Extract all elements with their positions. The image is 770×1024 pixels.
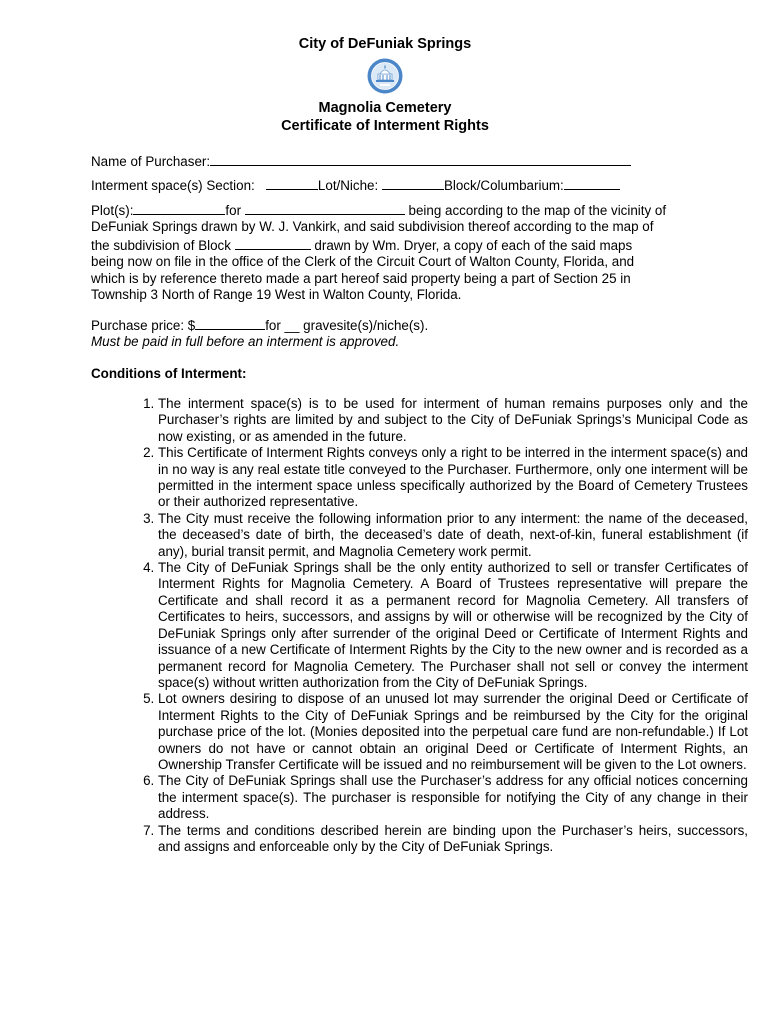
- plot-for-field[interactable]: [245, 201, 405, 215]
- plot-line-4: being now on file in the office of the Clerk of the Circuit Court of Walton County, Florida, and: [91, 254, 635, 270]
- condition-item: 1. The interment space(s) is to be used for interment of human remains purposes only and the Purchaser’s rights are limited by and subject to the City of DeFuniak Springs’s Municipal Code as now existing, or as amended in the future.: [158, 396, 748, 445]
- cemetery-title: Magnolia Cemetery: [318, 100, 452, 116]
- plot-paragraph: [91, 201, 681, 303]
- condition-item: 6. The City of DeFuniak Springs shall use the Purchaser’s address for any official notices concerning the interment space(s). The purchaser is responsible for notifying the City of any change in their address.: [158, 773, 748, 822]
- interment-space-row: [91, 176, 620, 194]
- section-label: Interment space(s) Section:: [91, 178, 255, 193]
- city-seal-icon: [367, 58, 403, 94]
- certificate-title: Certificate of Interment Rights: [281, 118, 489, 134]
- block-subdivision-field[interactable]: [235, 236, 311, 250]
- section-field[interactable]: [266, 176, 318, 190]
- condition-item: 2. This Certificate of Interment Rights conveys only a right to be interred in the interment space(s) and in no way is any real estate title conveyed to the Purchaser. Furthermore, only one interment will be permitted in the interment space unless specifically authorized by the Board of Cemetery Trustees or their authorized representative.: [158, 445, 748, 511]
- plot-field[interactable]: [133, 201, 225, 215]
- plot-text-1: being according to the map of the vicinity of: [408, 203, 667, 218]
- plot-for-label: for: [225, 203, 242, 218]
- condition-item: 7. The terms and conditions described herein are binding upon the Purchaser’s heirs, successors, and assigns and enforceable only by the City of DeFuniak Springs.: [158, 823, 748, 856]
- plot-text-3b: drawn by Wm. Dryer, a copy of each of the said maps: [314, 237, 633, 253]
- lot-field[interactable]: [382, 176, 444, 190]
- plot-line-3: [91, 236, 681, 254]
- purchaser-name-field[interactable]: [210, 152, 631, 166]
- cemetery-header: [0, 99, 770, 135]
- purchase-price-field[interactable]: [195, 316, 265, 330]
- plot-line-6: Township 3 North of Range 19 West in Walton County, Florida.: [91, 287, 462, 303]
- condition-item: 4. The City of DeFuniak Springs shall be the only entity authorized to sell or transfer Certificates of Interment Rights for Magnolia Cemetery. A Board of Trustees representative will prepare the Certificate and shall record it as a permanent record for Magnolia Cemetery. All transfers of Certificates to heirs, successors, and assigns by will or otherwise will be recognized by the City of DeFuniak Springs only after surrender of the original Deed or Certificate of Interment Rights and issuance of a new Certificate of Interment Rights by the City to the new owner and is recorded as a permanent record for Magnolia Cemetery. The Purchaser shall not sell or convey the interment space(s) without written authorization from the City of DeFuniak Springs.: [158, 560, 748, 691]
- conditions-list: [91, 396, 748, 855]
- purchase-price-label: Purchase price: $: [91, 318, 196, 333]
- condition-item: 5. Lot owners desiring to dispose of an unused lot may surrender the original Deed or Certificate of Interment Rights to the City of DeFuniak Springs and be reimbursed by the City for the original purchase price of the lot. (Monies deposited into the perpetual care fund are non-refundable.) If Lot owners do not have or cannot obtain an original Deed or Certificate of Interment Rights, an Ownership Transfer Certificate will be issued and no reimbursement will be given to the Lot owners.: [158, 691, 748, 773]
- lot-label: Lot/Niche:: [317, 178, 379, 193]
- block-label: Block/Columbarium:: [443, 178, 564, 193]
- payment-note: Must be paid in full before an interment is approved.: [91, 334, 400, 350]
- plot-line-5: which is by reference thereto made a part hereof said property being a part of Section 25 in: [91, 270, 631, 286]
- plot-line-2: DeFuniak Springs drawn by W. J. Vankirk, and said subdivision thereof according to the map of: [91, 219, 654, 235]
- purchase-price-row: [91, 316, 681, 334]
- gravesite-count-label: for __ gravesite(s)/niche(s).: [265, 318, 429, 333]
- plot-line-1: [91, 201, 681, 219]
- purchase-price-block: [91, 316, 681, 351]
- plot-label: Plot(s):: [91, 203, 134, 218]
- city-title: City of DeFuniak Springs: [298, 36, 472, 52]
- condition-item: 3. The City must receive the following information prior to any interment: the name of the deceased, the deceased’s date of birth, the deceased’s date of death, next-of-kin, funeral establishment (if any), burial transit permit, and Magnolia Cemetery work permit.: [158, 511, 748, 560]
- block-field[interactable]: [564, 176, 620, 190]
- block-subdivision-label: the subdivision of Block: [91, 237, 231, 253]
- purchaser-name-row: [91, 152, 631, 170]
- purchaser-name-label: Name of Purchaser:: [91, 154, 211, 169]
- conditions-heading: Conditions of Interment:: [91, 366, 247, 381]
